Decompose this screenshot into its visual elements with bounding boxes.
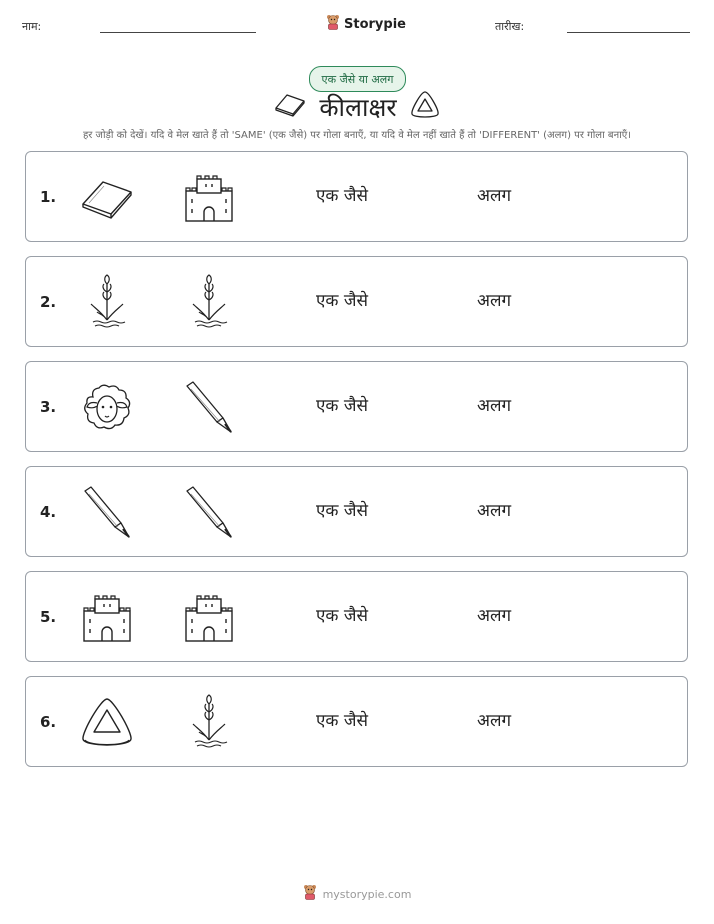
pair-row <box>25 256 688 347</box>
row-number: 3. <box>40 398 57 416</box>
title-row <box>0 90 714 124</box>
different-option[interactable]: अलग <box>477 291 512 311</box>
row-number: 6. <box>40 713 57 731</box>
name-line[interactable] <box>100 32 256 33</box>
triangle-stone-icon <box>409 90 441 124</box>
different-option[interactable]: अलग <box>477 606 512 626</box>
wheat-icon <box>178 272 240 334</box>
wheat-icon <box>76 272 138 334</box>
bear-icon <box>303 884 317 904</box>
same-option[interactable]: एक जैसे <box>316 396 368 416</box>
instructions-text: हर जोड़ी को देखें। यदि वे मेल खाते हैं तो 'SAME' (एक जैसे) पर गोला बनाएँ, या यदि वे मेल नहीं खाते हैं तो 'DIFFERENT' (अलग) पर गोला बनाएँ। <box>82 130 632 141</box>
stylus-icon <box>178 482 240 544</box>
pair-row <box>25 466 688 557</box>
stylus-icon <box>178 377 240 439</box>
name-label: नाम: <box>22 20 42 33</box>
same-option[interactable]: एक जैसे <box>316 186 368 206</box>
worksheet-type-badge: एक जैसे या अलग <box>309 66 406 92</box>
castle-icon <box>76 587 138 649</box>
date-line[interactable] <box>567 32 690 33</box>
date-label: तारीख: <box>495 20 525 33</box>
pair-row <box>25 571 688 662</box>
clay-tablet-icon <box>76 167 138 229</box>
pair-row <box>25 151 688 242</box>
row-number: 2. <box>40 293 57 311</box>
pair-row <box>25 676 688 767</box>
different-option[interactable]: अलग <box>477 711 512 731</box>
wheat-icon <box>178 692 240 754</box>
different-option[interactable]: अलग <box>477 501 512 521</box>
different-option[interactable]: अलग <box>477 396 512 416</box>
same-option[interactable]: एक जैसे <box>316 501 368 521</box>
same-option[interactable]: एक जैसे <box>316 291 368 311</box>
same-option[interactable]: एक जैसे <box>316 711 368 731</box>
row-number: 5. <box>40 608 57 626</box>
clay-tablet-icon <box>273 92 307 122</box>
brand-logo <box>326 14 406 34</box>
sheep-icon <box>76 377 138 439</box>
pair-row <box>25 361 688 452</box>
footer <box>0 884 714 904</box>
footer-url[interactable]: mystorypie.com <box>322 887 412 901</box>
castle-icon <box>178 167 240 229</box>
bear-icon <box>326 14 340 34</box>
brand-name: Storypie <box>344 16 406 32</box>
castle-icon <box>178 587 240 649</box>
row-number: 4. <box>40 503 57 521</box>
different-option[interactable]: अलग <box>477 186 512 206</box>
stylus-icon <box>76 482 138 544</box>
same-option[interactable]: एक जैसे <box>316 606 368 626</box>
row-number: 1. <box>40 188 57 206</box>
triangle-stone-icon <box>76 692 138 754</box>
page-title: कीलाक्षर <box>319 93 397 122</box>
